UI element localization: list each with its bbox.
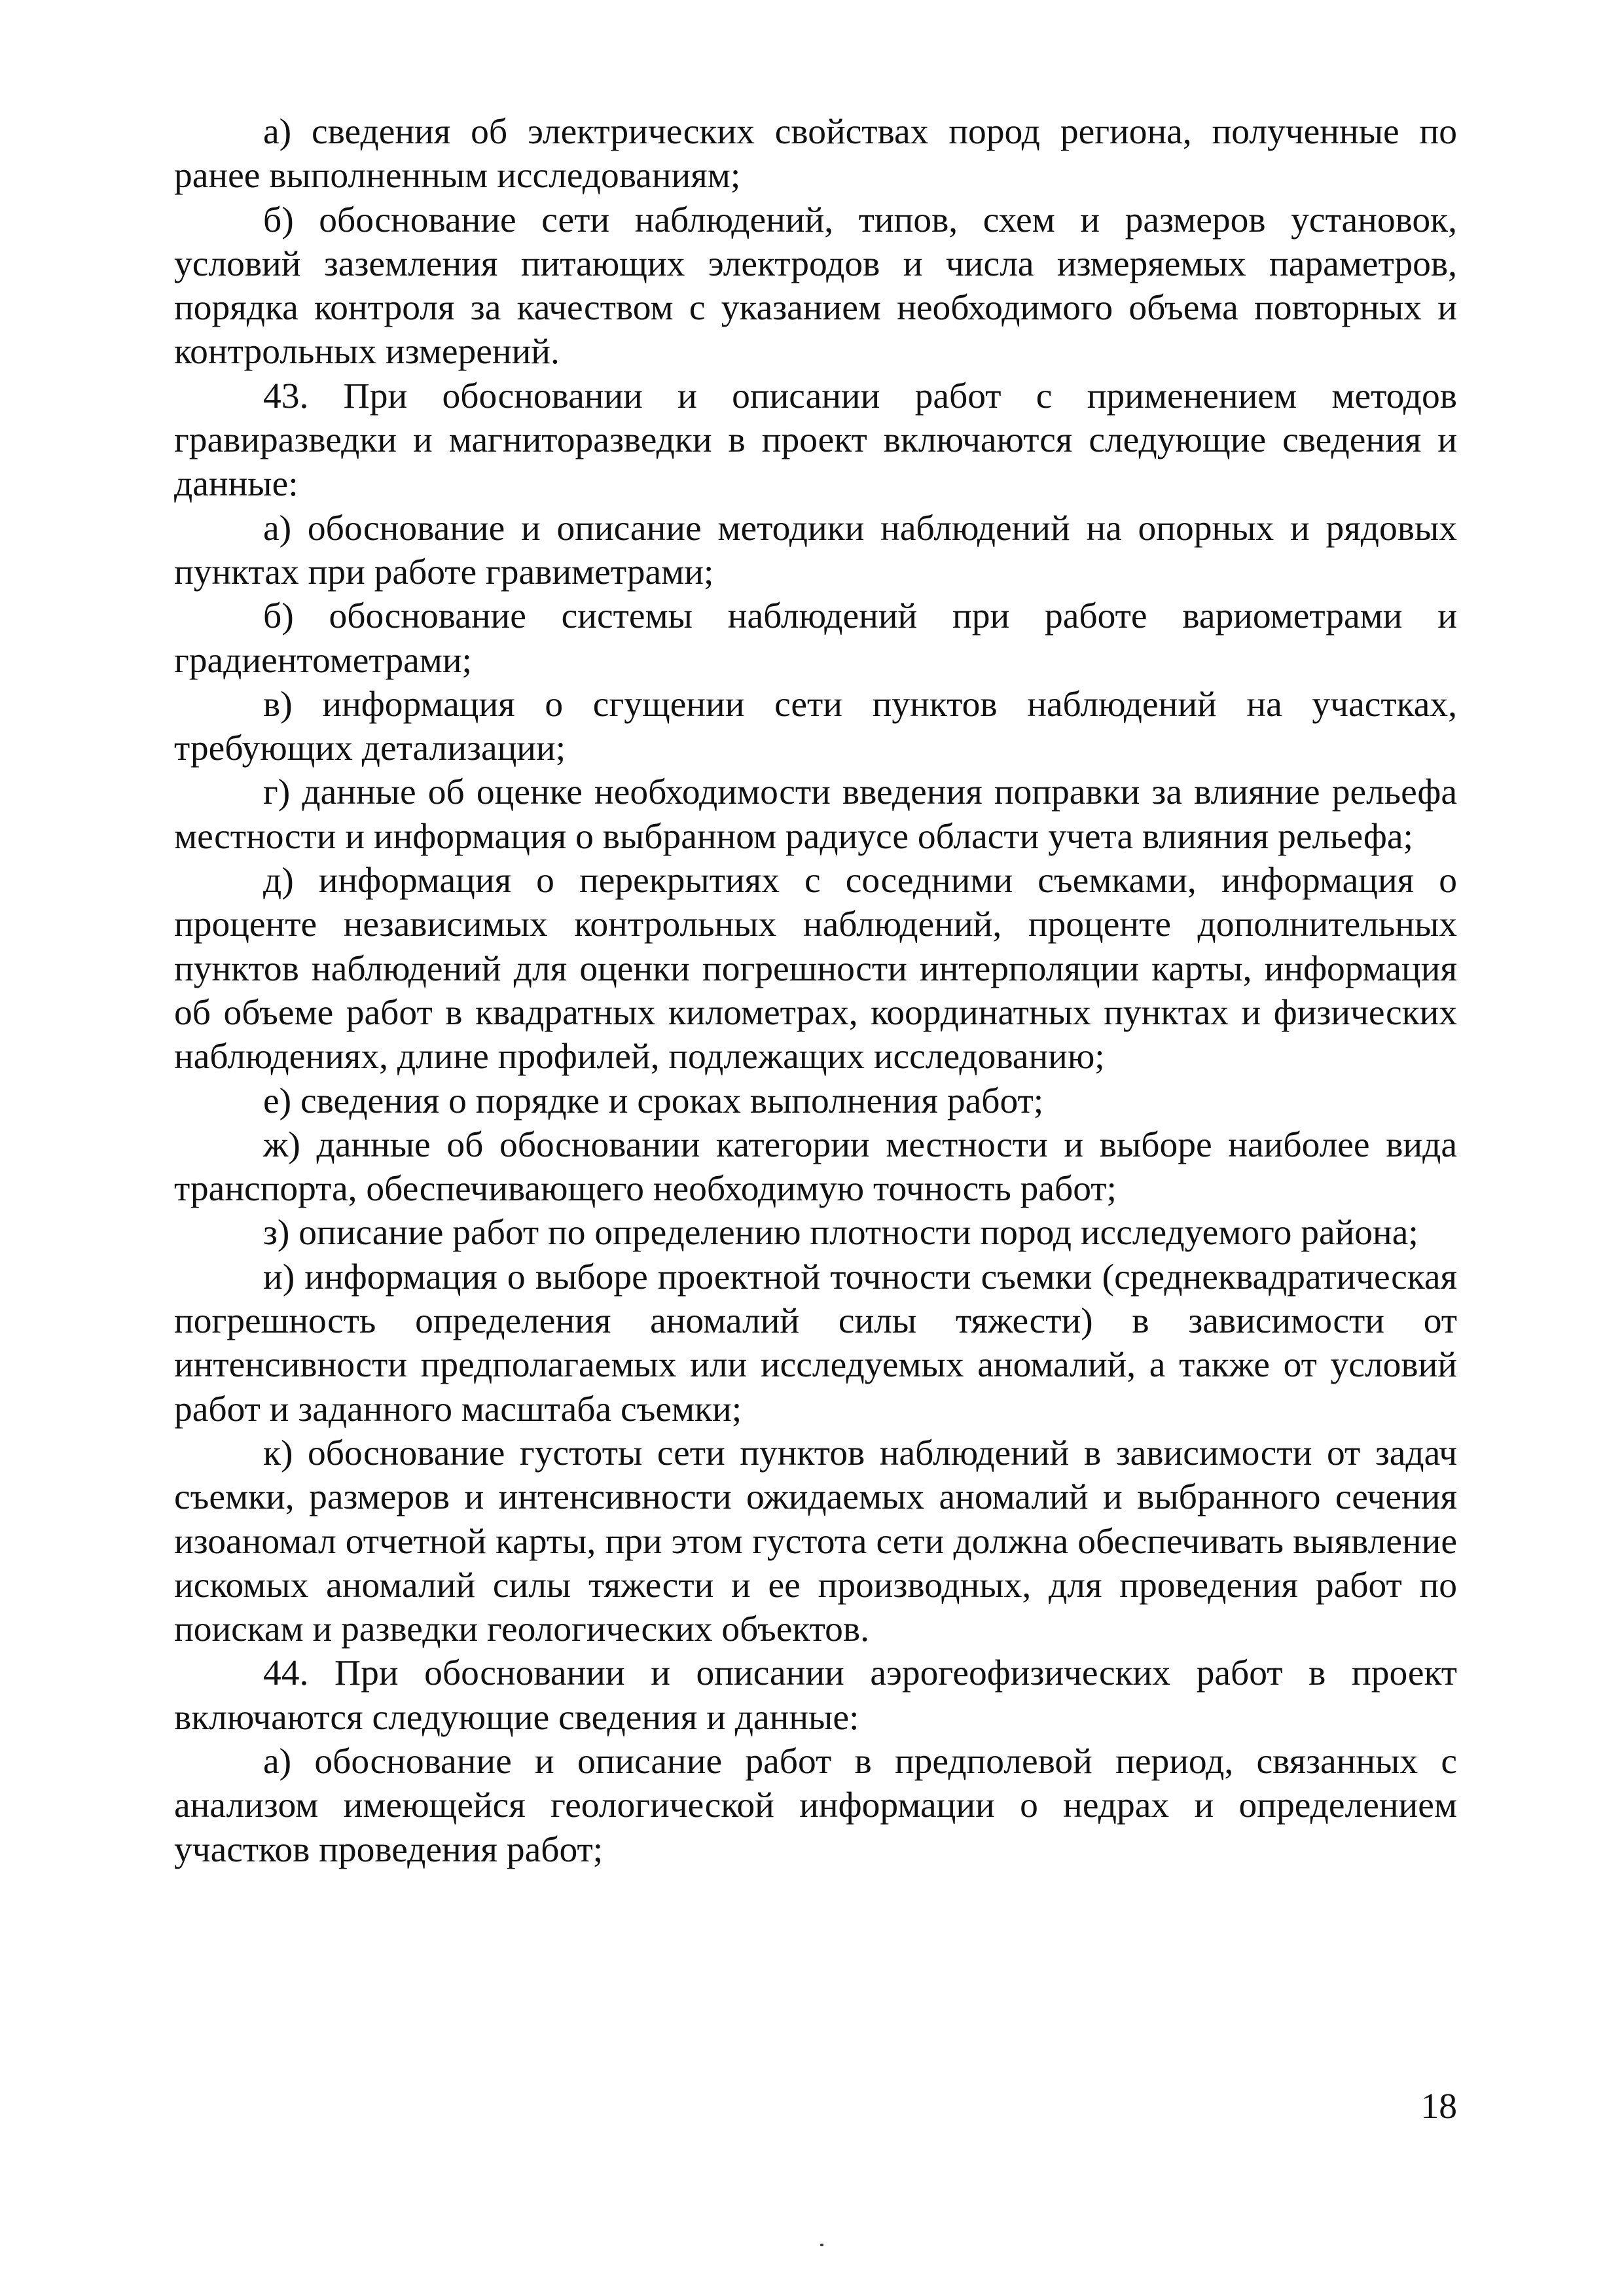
- paragraph-43-gravity-magnetic: 43. При обосновании и описании работ с применением методов гравиразведки и магниторазведки в проект включаются следующие сведения и данные:: [174, 376, 1457, 505]
- scan-artifact-dot: [820, 2244, 823, 2246]
- paragraph-43-z: з) описание работ по определению плотности пород исследуемого района;: [263, 1213, 1418, 1253]
- paragraph-43-k: к) обоснование густоты сети пунктов наблюдений в зависимости от задач съемки, размеров и интенсивности ожидаемых аномалий и выбранного сечения изоаномал отчетной карты, при этом густота сети должна обеспечивать выявление искомых аномалий силы тяжести и ее производных, для проведения работ по поискам и разведки геологических объектов.: [174, 1433, 1457, 1650]
- paragraph-44-a: а) обоснование и описание работ в предполевой период, связанных с анализом имеющейся геологической информации о недрах и определением участков проведения работ;: [174, 1741, 1457, 1870]
- paragraph-43-e: е) сведения о порядке и сроках выполнения работ;: [263, 1081, 1044, 1121]
- paragraph-43-g: г) данные об оценке необходимости введения поправки за влияние рельефа местности и информация о выбранном радиусе области учета влияния рельефа;: [174, 772, 1457, 857]
- page-number: 18: [1420, 2087, 1457, 2126]
- paragraph-43-v: в) информация о сгущении сети пунктов наблюдений на участках, требующих детализации;: [174, 684, 1457, 769]
- paragraph-b-observation-network: б) обоснование сети наблюдений, типов, схем и размеров установок, условий заземления питающих электродов и числа измеряемых параметров, порядка контроля за качеством с указанием необходимого объема повторных и контрольных измерений.: [174, 200, 1457, 372]
- paragraph-44-aerogeophysical: 44. При обосновании и описании аэрогеофизических работ в проект включаются следующие сведения и данные:: [174, 1653, 1457, 1738]
- paragraph-43-b: б) обоснование системы наблюдений при работе вариометрами и градиентометрами;: [174, 596, 1457, 681]
- paragraph-43-a: а) обоснование и описание методики наблюдений на опорных и рядовых пунктах при работе гравиметрами;: [174, 508, 1457, 592]
- paragraph-43-d: д) информация о перекрытиях с соседними съемками, информация о проценте независимых контрольных наблюдений, проценте дополнительных пунктов наблюдений для оценки погрешности интерполяции карты, информация об объеме работ в квадратных километрах, координатных пунктах и физических наблюдениях, длине профилей, подлежащих исследованию;: [174, 861, 1457, 1077]
- paragraph-a-electrical-properties: а) сведения об электрических свойствах пород региона, полученные по ранее выполненным исследованиям;: [174, 112, 1457, 196]
- paragraph-43-i: и) информация о выборе проектной точности съемки (среднеквадратическая погрешность определения аномалий силы тяжести) в зависимости от интенсивности предполагаемых или исследуемых аномалий, а также от условий работ и заданного масштаба съемки;: [174, 1257, 1457, 1429]
- document-body: [174, 110, 1457, 1872]
- paragraph-43-zh: ж) данные об обосновании категории местности и выборе наиболее вида транспорта, обеспечивающего необходимую точность работ;: [174, 1124, 1457, 1210]
